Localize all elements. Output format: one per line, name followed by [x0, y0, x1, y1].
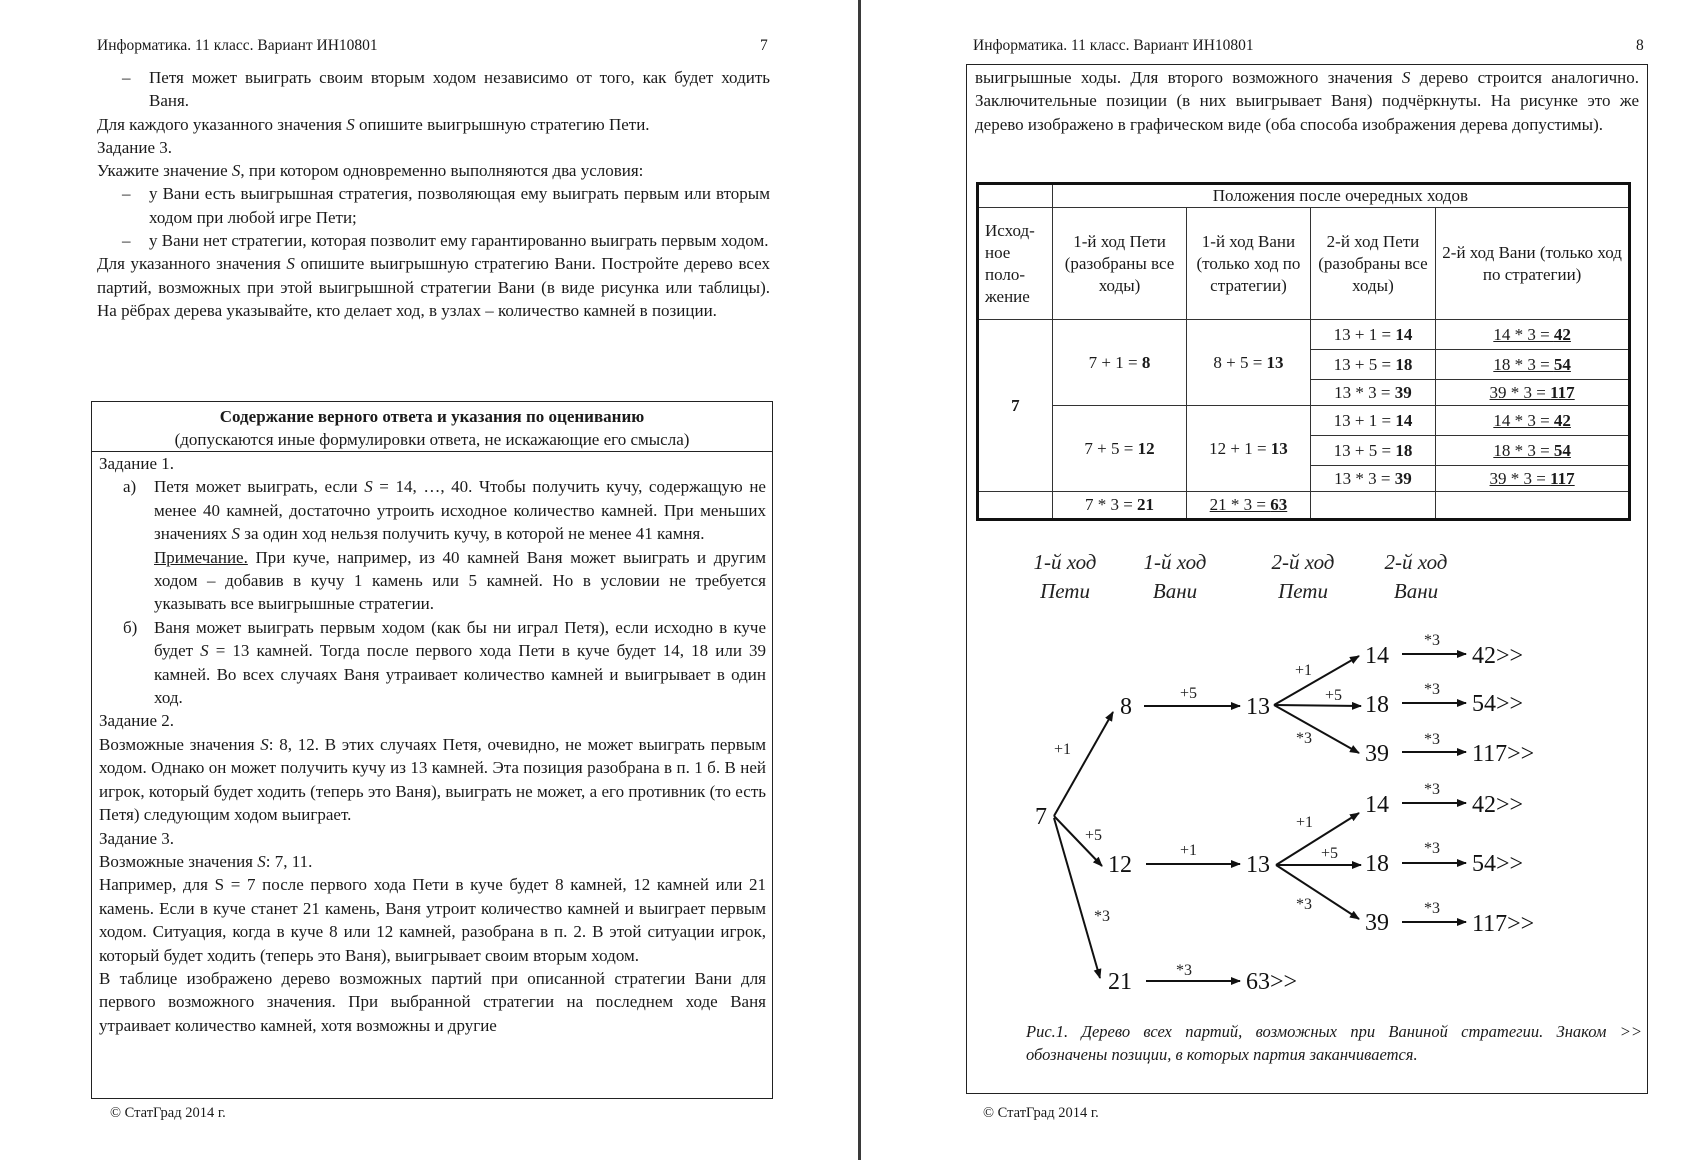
bullet-item: – у Вани нет стратегии, которая позволит ему гарантированно выиграть первым ходом.: [97, 229, 770, 252]
col-label: Пети: [1278, 579, 1328, 603]
page-header: Информатика. 11 класс. Вариант ИН10801: [973, 37, 1254, 54]
table-cell: 21 * 3 = 63: [1187, 492, 1310, 520]
col-label: Вани: [1152, 579, 1198, 603]
tree-node: 21: [1108, 969, 1132, 995]
tree-node: 117>>: [1472, 911, 1535, 937]
tree-node: 18: [1365, 851, 1389, 877]
edge: [1276, 865, 1359, 919]
edge-label: *3: [1176, 962, 1192, 979]
table-cell: 13 * 3 = 39: [1310, 466, 1436, 492]
edge: [1054, 712, 1113, 816]
table-cell: 14 * 3 = 42: [1436, 406, 1630, 436]
answer-box-title: Содержание верного ответа и указания по оцениванию: [219, 407, 645, 426]
answer-box-subtitle: (допускаются иные формулировки ответа, не искажающие его смысла): [174, 430, 690, 449]
edge-label: +1: [1054, 741, 1072, 758]
table-row: [978, 320, 1630, 350]
task-heading: Задание 2.: [99, 711, 174, 731]
table-super-header: Положения после очередных ходов: [1052, 184, 1629, 208]
edge-label: +5: [1325, 687, 1343, 704]
table-cell: 39 * 3 = 117: [1436, 380, 1630, 406]
table-cell: [978, 492, 1053, 520]
tree-node: 14: [1365, 643, 1389, 669]
table-cell: 13 + 5 = 18: [1310, 350, 1436, 380]
col-header: 2-й ход Вани (только ход по стратегии): [1436, 208, 1630, 320]
col-header: Исход-ное поло-жение: [978, 208, 1053, 320]
edge-label: *3: [1296, 896, 1312, 913]
col-label: Пети: [1040, 579, 1090, 603]
edge-label: *3: [1296, 730, 1312, 747]
paragraph: Для каждого указанного значения S опишите выигрышную стратегию Пети.: [97, 114, 650, 134]
edge: [1274, 656, 1359, 705]
tree-node: 39: [1365, 741, 1389, 767]
edge-label: +5: [1085, 827, 1103, 844]
table-cell: 7 * 3 = 21: [1052, 492, 1186, 520]
table-cell: 18 * 3 = 54: [1436, 436, 1630, 466]
tree-node: 14: [1365, 792, 1389, 818]
edge-label: +5: [1321, 845, 1339, 862]
edge-label: +1: [1180, 842, 1198, 859]
col-label: 2-й ход: [1384, 550, 1448, 574]
task-heading: Задание 3.: [99, 828, 174, 848]
edge-label: *3: [1424, 632, 1440, 649]
tree-node: 54>>: [1472, 851, 1524, 877]
figure-caption: Рис.1. Дерево всех партий, возможных при Ваниной стратегии. Знаком >> обозначены позиции, в которых партия заканчивается.: [1026, 1022, 1642, 1064]
paragraph: Возможные значения S: 8, 12. В этих случаях Петя, очевидно, не может выиграть первым ходом. Однако он может получить кучу из 13 камней. Эта позиция разобрана в п. 1 б. В ней игрок, который будет ходить (теперь это Ваня), выиграть не может, а его противник (то есть Петя) следующим ходом выиграет.: [99, 734, 766, 825]
note: Примечание. При куче, например, из 40 камней Ваня может выиграть и другим ходом – добавив в кучу 1 камень или 5 камней. Но в условии не требуется указывать все выигрышные стратегии.: [154, 547, 766, 614]
table-cell: [1436, 492, 1630, 520]
table-cell: 13 * 3 = 39: [1310, 380, 1436, 406]
table-cell: [1310, 492, 1436, 520]
table-cell: 8 + 5 = 13: [1187, 320, 1310, 406]
col-header: 1-й ход Вани (только ход по стратегии): [1187, 208, 1310, 320]
paragraph: Например, для S = 7 после первого хода Пети в куче будет 8 камней, 12 камней или 21 камень. Если в куче станет 21 камень, Ваня утроит количество камней и выиграет первым ходом. Ситуация, когда в куче 8 или 12 камней, разобрана в п. 2. В этой ситуации игрок, который будет ходить (теперь это Ваня), выигрывает своим вторым ходом.: [99, 875, 766, 965]
table-cell: 39 * 3 = 117: [1436, 466, 1630, 492]
tree-node: 39: [1365, 910, 1389, 936]
table-row: [978, 406, 1630, 436]
tree-node: 42>>: [1472, 643, 1524, 669]
paragraph: Возможные значения S: 7, 11.: [99, 851, 313, 871]
edge: [1274, 705, 1361, 706]
tree-node: 42>>: [1472, 792, 1524, 818]
paragraph: В таблице изображено дерево возможных партий при описанной стратегии Вани для первого возможного значения. При выбранной стратегии на последнем ходе Ваня утраивает количество камней, хотя возможны и другие: [99, 968, 766, 1035]
table-cell: 7 + 5 = 12: [1052, 406, 1186, 492]
table-row: [978, 492, 1630, 520]
answer-item-b: б) Ваня может выиграть первым ходом (как бы ни играл Петя), если исходно в куче будет S = 13 камней. Тогда после первого хода Пети в куче будет 14, 18 или 39 камней. Во всех случаях Ваня утраивает количество камней и выигрывает в один ход.: [123, 617, 766, 708]
table-cell: 13 + 5 = 18: [1310, 436, 1436, 466]
page-footer: © СтатГрад 2014 г.: [983, 1105, 1099, 1121]
paragraph: выигрышные ходы. Для второго возможного значения S дерево строится аналогично. Заключительные позиции (в них выигрывает Ваня) подчёркнуты. На рисунке это же дерево изображено в графическом виде (оба способа изображения дерева допустимы).: [975, 68, 1639, 134]
edge-label: *3: [1424, 731, 1440, 748]
tree-node: 117>>: [1472, 741, 1535, 767]
tree-node: 13: [1246, 852, 1270, 878]
game-tree-table: [976, 182, 1631, 521]
table-cell: 18 * 3 = 54: [1436, 350, 1630, 380]
col-label: 2-й ход: [1271, 550, 1335, 574]
start-position: 7: [978, 320, 1053, 492]
paragraph: Укажите значение S, при котором одновременно выполняются два условия:: [97, 161, 644, 181]
game-tree-figure: [1010, 548, 1670, 1018]
col-label: Вани: [1393, 579, 1439, 603]
edge-label: *3: [1424, 900, 1440, 917]
edge: [1274, 705, 1359, 753]
col-header: 2-й ход Пети (разобраны все ходы): [1310, 208, 1436, 320]
tree-node: 7: [1035, 804, 1047, 830]
edge-label: +1: [1295, 662, 1313, 679]
col-label: 1-й ход: [1143, 550, 1207, 574]
table-corner: [978, 184, 1053, 208]
game-tree-svg: [1010, 548, 1670, 1018]
edge-label: +5: [1180, 685, 1198, 702]
edge-label: +1: [1296, 814, 1314, 831]
edge-label: *3: [1424, 681, 1440, 698]
page-header: Информатика. 11 класс. Вариант ИН10801: [97, 37, 378, 54]
page-number: 7: [760, 37, 768, 54]
tree-node: 8: [1120, 694, 1132, 720]
bullet-item: – Петя может выиграть своим вторым ходом независимо от того, как будет ходить Ваня.: [97, 66, 770, 113]
edge-label: *3: [1094, 908, 1110, 925]
task-heading: Задание 3.: [97, 137, 172, 157]
task-heading: Задание 1.: [99, 454, 174, 473]
bullet-item: – у Вани есть выигрышная стратегия, позволяющая ему выиграть первым или вторым ходом при любой игре Пети;: [97, 182, 770, 229]
table-cell: 7 + 1 = 8: [1052, 320, 1186, 406]
tree-node: 18: [1365, 692, 1389, 718]
page-footer: © СтатГрад 2014 г.: [110, 1105, 226, 1121]
edge-label: *3: [1424, 781, 1440, 798]
col-header: 1-й ход Пети (разобраны все ходы): [1052, 208, 1186, 320]
edge-label: *3: [1424, 840, 1440, 857]
edge: [1276, 813, 1359, 865]
tree-node: 63>>: [1246, 969, 1298, 995]
answer-item-a: а) Петя может выиграть, если S = 14, …, 40. Чтобы получить кучу, содержащую не менее 40 камней, достаточно утроить исходное количество камней. При меньших значениях S за один ход нельзя получить кучу, в которой не менее 41 камня. Примечание. При куче, например, из 40 камней Ваня может выиграть и другим ходом – добавив в кучу 1 камень или 5 камней. Но в условии не требуется указывать все выигрышные стратегии.: [99, 475, 766, 615]
table-cell: 13 + 1 = 14: [1310, 406, 1436, 436]
tree-node: 13: [1246, 694, 1270, 720]
paragraph: Для указанного значения S опишите выигрышную стратегию Вани. Постройте дерево всех партий, возможных при этой выигрышной стратегии Вани (в виде рисунка или таблицы). На рёбрах дерева указывайте, кто делает ход, в узлах – количество камней в позиции.: [97, 254, 770, 320]
tree-node: 12: [1108, 852, 1132, 878]
col-label: 1-й ход: [1033, 550, 1097, 574]
page-number: 8: [1636, 37, 1644, 54]
table-cell: 12 + 1 = 13: [1187, 406, 1310, 492]
table-cell: 13 + 1 = 14: [1310, 320, 1436, 350]
tree-node: 54>>: [1472, 691, 1524, 717]
table-cell: 14 * 3 = 42: [1436, 320, 1630, 350]
